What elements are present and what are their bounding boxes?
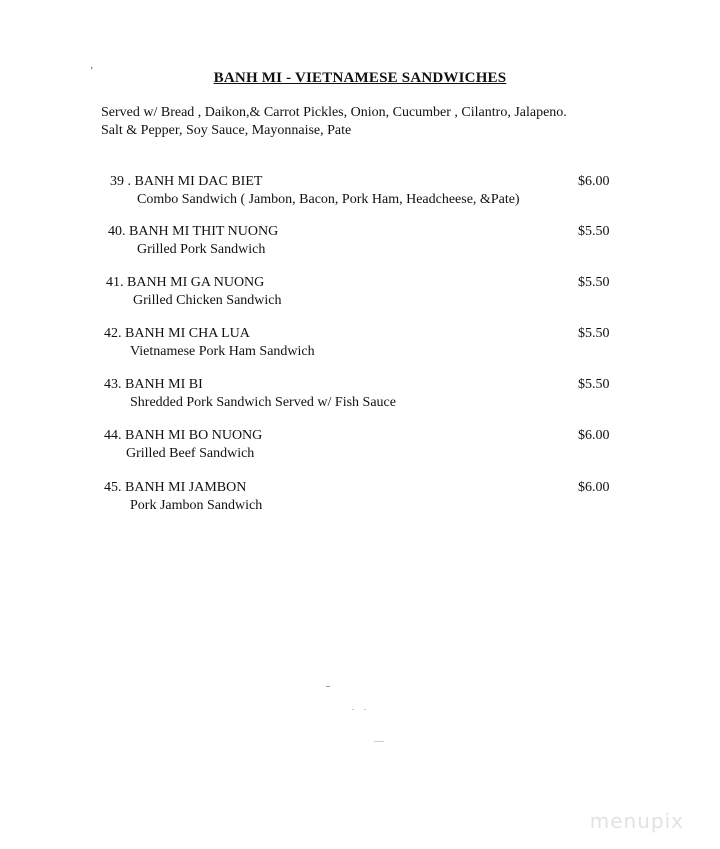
scan-speck xyxy=(364,709,366,710)
menu-item xyxy=(0,275,720,315)
scan-speck xyxy=(326,686,330,687)
watermark-logo: menupix xyxy=(589,809,684,833)
item-price: $5.50 xyxy=(578,377,610,392)
menu-item xyxy=(0,326,720,366)
item-name: 42. BANH MI CHA LUA xyxy=(104,326,250,341)
stray-mark-icon: ’ xyxy=(90,66,94,77)
menu-item xyxy=(0,480,720,520)
item-name: 39 . BANH MI DAC BIET xyxy=(110,174,263,189)
served-line-2: Salt & Pepper, Soy Sauce, Mayonnaise, Pate xyxy=(101,123,352,138)
item-name: 41. BANH MI GA NUONG xyxy=(106,275,265,290)
menu-item xyxy=(0,377,720,417)
scan-speck xyxy=(374,741,384,742)
item-description: Grilled Chicken Sandwich xyxy=(133,293,282,308)
item-name: 40. BANH MI THIT NUONG xyxy=(108,224,279,239)
item-description: Vietnamese Pork Ham Sandwich xyxy=(130,344,315,359)
section-title: BANH MI - VIETNAMESE SANDWICHES xyxy=(213,70,507,86)
item-description: Grilled Beef Sandwich xyxy=(126,446,255,461)
item-name: 45. BANH MI JAMBON xyxy=(104,480,247,495)
item-price: $6.00 xyxy=(578,428,610,443)
item-price: $6.00 xyxy=(578,480,610,495)
served-line-1: Served w/ Bread , Daikon,& Carrot Pickles, Onion, Cucumber , Cilantro, Jalapeno. xyxy=(101,105,567,120)
item-description: Grilled Pork Sandwich xyxy=(137,242,266,257)
item-description: Pork Jambon Sandwich xyxy=(130,498,263,513)
item-description: Combo Sandwich ( Jambon, Bacon, Pork Ham, Headcheese, &Pate) xyxy=(137,192,520,207)
scan-speck xyxy=(352,709,354,710)
menu-item xyxy=(0,428,720,468)
item-price: $5.50 xyxy=(578,275,610,290)
menu-item xyxy=(0,174,720,214)
served-with-note xyxy=(101,104,567,140)
item-name: 43. BANH MI BI xyxy=(104,377,203,392)
item-price: $6.00 xyxy=(578,174,610,189)
item-price: $5.50 xyxy=(578,224,610,239)
menu-item xyxy=(0,224,720,264)
item-description: Shredded Pork Sandwich Served w/ Fish Sauce xyxy=(130,395,396,410)
item-name: 44. BANH MI BO NUONG xyxy=(104,428,263,443)
item-price: $5.50 xyxy=(578,326,610,341)
